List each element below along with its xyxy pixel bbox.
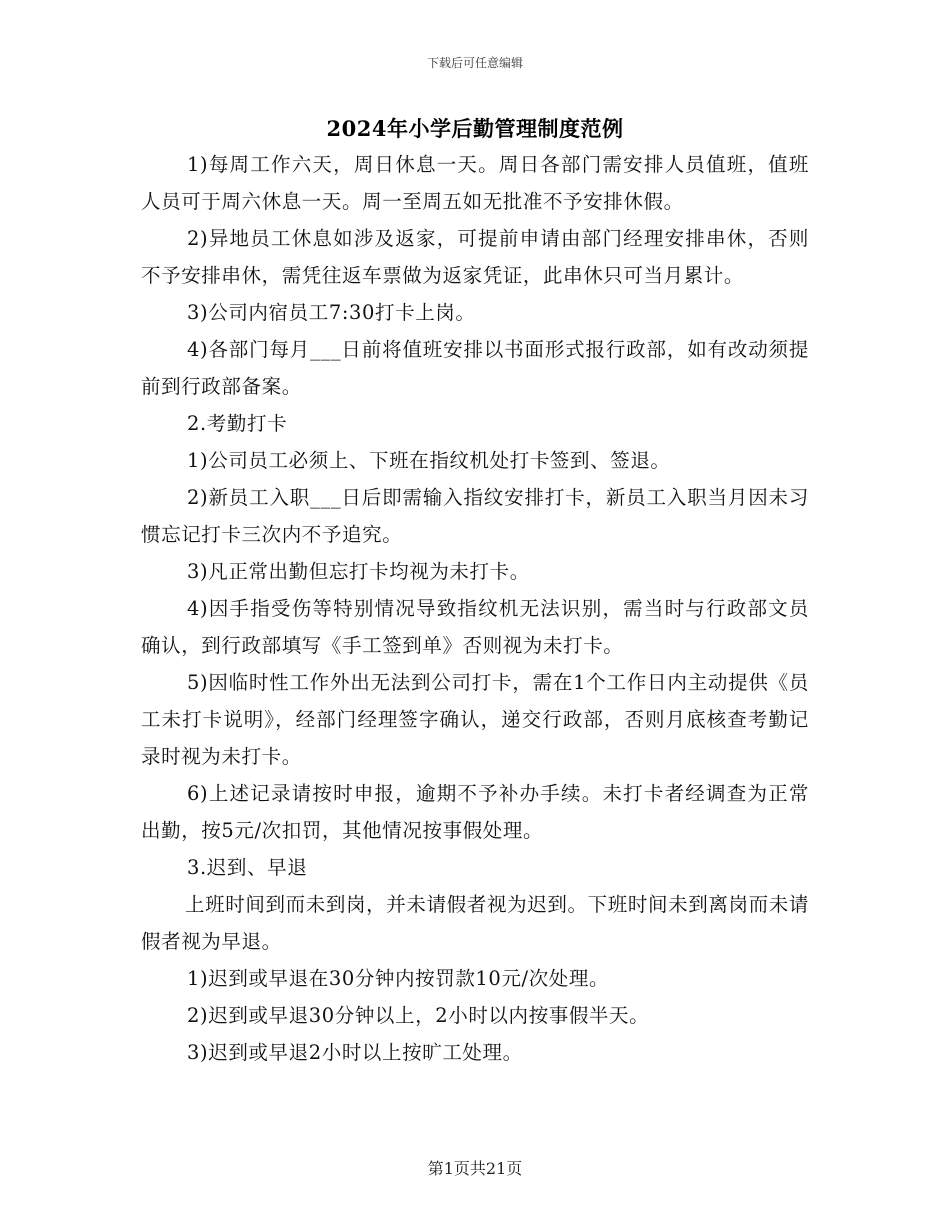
- paragraph: 2)新员工入职___日后即需输入指纹安排打卡，新员工入职当月因未习惯忘记打卡三次内不予追究。: [141, 486, 809, 546]
- paragraph: 3)公司内宿员工7:30打卡上岗。: [187, 301, 476, 324]
- paragraph: 4)因手指受伤等特别情况导致指纹机无法识别，需当时与行政部文员确认，到行政部填写《手工签到单》否则视为未打卡。: [141, 597, 809, 657]
- paragraph: 4)各部门每月___日前将值班安排以书面形式报行政部，如有改动须提前到行政部备案。: [141, 338, 809, 398]
- paragraph: 1)每周工作六天，周日休息一天。周日各部门需安排人员值班，值班人员可于周六休息一天。周一至周五如无批准不予安排休假。: [141, 153, 809, 213]
- paragraph: 5)因临时性工作外出无法到公司打卡，需在1个工作日内主动提供《员工未打卡说明》，经部门经理签字确认，递交行政部，否则月底核查考勤记录时视为未打卡。: [141, 671, 809, 768]
- document-body: [141, 146, 809, 1071]
- section-heading: 3.迟到、早退: [187, 856, 308, 879]
- paragraph: 3)迟到或早退2小时以上按旷工处理。: [187, 1041, 523, 1064]
- section-heading: 2.考勤打卡: [187, 412, 288, 435]
- paragraph: 1)公司员工必须上、下班在指纹机处打卡签到、签退。: [187, 449, 671, 472]
- paragraph: 2)异地员工休息如涉及返家，可提前申请由部门经理安排串休，否则不予安排串休，需凭往返车票做为返家凭证，此串休只可当月累计。: [141, 227, 809, 287]
- paragraph: 上班时间到而未到岗，并未请假者视为迟到。下班时间未到离岗而未请假者视为早退。: [141, 893, 809, 953]
- paragraph: 6)上述记录请按时申报，逾期不予补办手续。未打卡者经调查为正常出勤，按5元/次扣罚，其他情况按事假处理。: [141, 782, 809, 842]
- header-note: 下载后可任意编辑: [426, 56, 523, 70]
- page-number: 第1页共21页: [427, 1159, 523, 1178]
- paragraph: 3)凡正常出勤但忘打卡均视为未打卡。: [187, 560, 530, 583]
- document-title: 2024年小学后勤管理制度范例: [326, 116, 624, 141]
- paragraph: 1)迟到或早退在30分钟内按罚款10元/次处理。: [187, 967, 610, 990]
- paragraph: 2)迟到或早退30分钟以上，2小时以内按事假半天。: [187, 1004, 650, 1027]
